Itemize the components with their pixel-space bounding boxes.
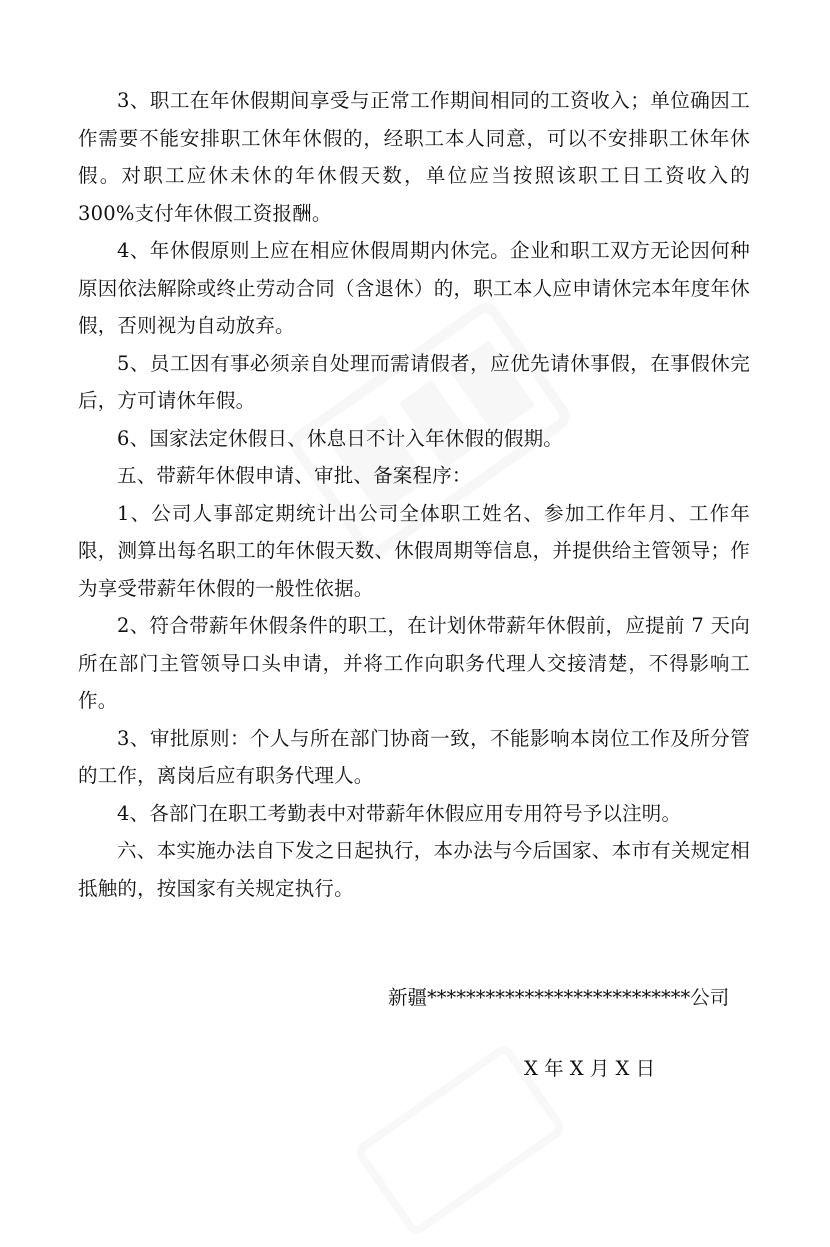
paragraph-holidays-excluded: 6、国家法定休假日、休息日不计入年休假的假期。 — [117, 426, 564, 450]
paragraph-advance-application: 2、符合带薪年休假条件的职工，在计划休带薪年休假前，应提前 7 天向所在部门主管领导口头申请，并将工作向职务代理人交接清楚，不得影响工作。 — [78, 614, 750, 712]
paragraph-leave-completion: 4、年休假原则上应在相应休假周期内休完。企业和职工双方无论因何种原因依法解除或终止劳动合同（含退休）的，职工本人应申请休完本年度年休假，否则视为自动放弃。 — [78, 239, 750, 337]
paragraph-annual-leave-pay: 3、职工在年休假期间享受与正常工作期间相同的工资收入；单位确因工作需要不能安排职工休年休假的，经职工本人同意，可以不安排职工休年休假。对职工应休未休的年休假天数，单位应当按照该职工日工资收入的 300%支付年休假工资报酬。 — [78, 89, 750, 225]
section-heading-effective-date: 六、本实施办法自下发之日起执行，本办法与今后国家、本市有关规定相抵触的，按国家有关规定执行。 — [78, 839, 750, 900]
document-body — [78, 82, 750, 907]
paragraph-approval-principle: 3、审批原则：个人与所在部门协商一致，不能影响本岗位工作及所分管的工作，离岗后应有职务代理人。 — [78, 726, 750, 787]
section-heading-application-procedure: 五、带薪年休假申请、审批、备案程序： — [117, 464, 472, 487]
paragraph-hr-statistics: 1、公司人事部定期统计出公司全体职工姓名、参加工作年月、工作年限，测算出每名职工的年休假天数、休假周期等信息，并提供给主管领导；作为享受带薪年休假的一般性依据。 — [78, 501, 750, 600]
document-date: X 年 X 月 X 日 — [524, 1057, 656, 1080]
paragraph-personal-leave-priority: 5、员工因有事必须亲自处理而需请假者，应优先请休事假，在事假休完后，方可请休年假。 — [78, 351, 750, 412]
company-signature: 新疆***************************公司 — [388, 986, 730, 1009]
paragraph-attendance-marking: 4、各部门在职工考勤表中对带薪年休假应用专用符号予以注明。 — [117, 801, 682, 825]
